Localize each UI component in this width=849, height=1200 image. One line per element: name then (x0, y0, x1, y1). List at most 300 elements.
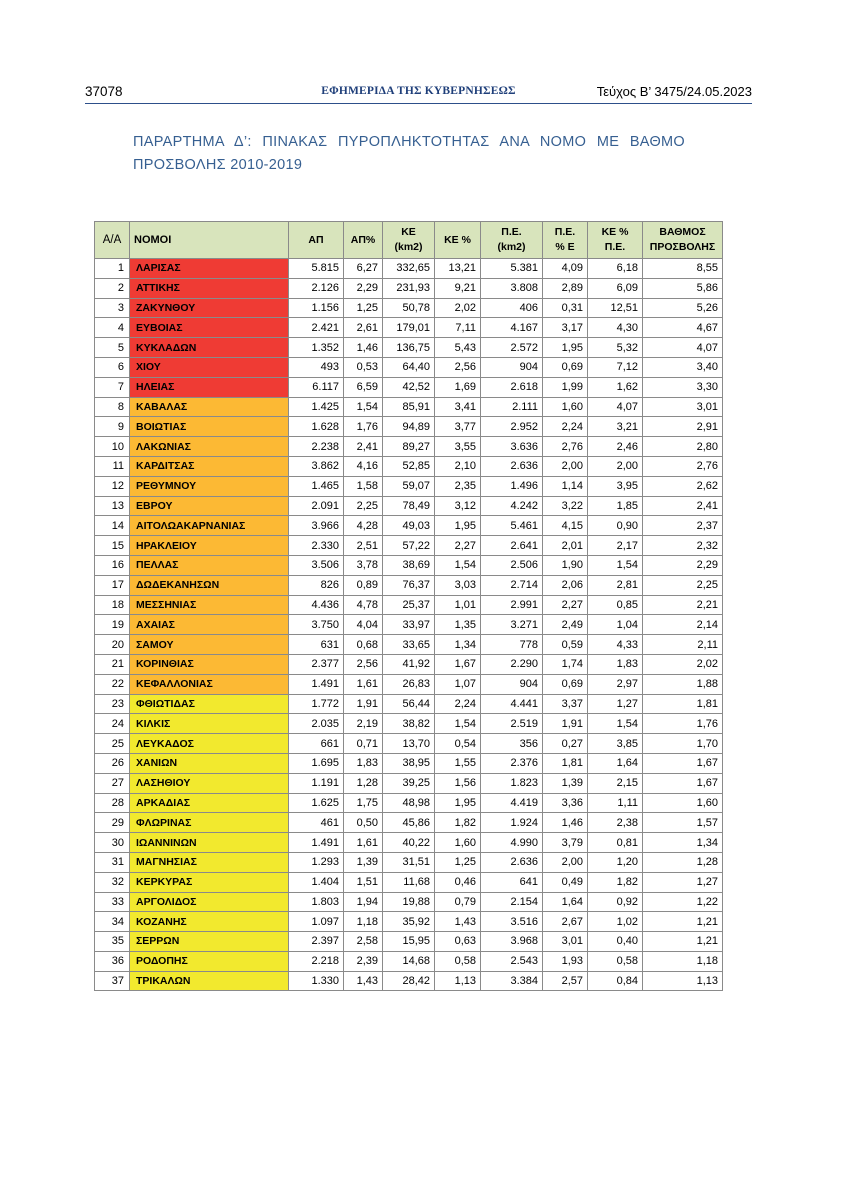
prefecture-name: ΒΟΙΩΤΙΑΣ (130, 417, 289, 437)
prefecture-name: ΛΑΡΙΣΑΣ (130, 259, 289, 279)
row-number: 22 (95, 674, 130, 694)
cell-ap-pct: 1,83 (344, 753, 383, 773)
column-header-pe-pct (543, 222, 588, 259)
cell-ke: 56,44 (383, 694, 435, 714)
column-header-ke-pe (588, 222, 643, 259)
cell-ke: 19,88 (383, 892, 435, 912)
cell-vathmos: 2,62 (643, 476, 723, 496)
cell-ke-pct: 0,63 (435, 932, 481, 952)
cell-ke: 48,98 (383, 793, 435, 813)
cell-ke: 78,49 (383, 496, 435, 516)
cell-ap: 661 (289, 734, 344, 754)
prefecture-name: ΕΥΒΟΙΑΣ (130, 318, 289, 338)
cell-ke-pct: 1,07 (435, 674, 481, 694)
cell-ap: 2.421 (289, 318, 344, 338)
cell-pe-pct: 2,24 (543, 417, 588, 437)
cell-pe-pct: 2,27 (543, 595, 588, 615)
prefecture-name: ΤΡΙΚΑΛΩΝ (130, 971, 289, 991)
cell-pe-pct: 2,00 (543, 852, 588, 872)
cell-ke-pe: 3,85 (588, 734, 643, 754)
cell-ap-pct: 1,58 (344, 476, 383, 496)
cell-ke: 42,52 (383, 377, 435, 397)
cell-pe: 904 (481, 357, 543, 377)
cell-pe-pct: 1,90 (543, 555, 588, 575)
cell-ap-pct: 2,61 (344, 318, 383, 338)
table-row (95, 259, 723, 279)
cell-ke-pe: 0,90 (588, 516, 643, 536)
cell-vathmos: 1,22 (643, 892, 723, 912)
cell-pe: 5.381 (481, 259, 543, 279)
cell-vathmos: 1,60 (643, 793, 723, 813)
table-row (95, 892, 723, 912)
cell-vathmos: 2,80 (643, 437, 723, 457)
cell-ke-pct: 1,82 (435, 813, 481, 833)
row-number: 6 (95, 357, 130, 377)
cell-ap-pct: 4,16 (344, 456, 383, 476)
cell-pe: 2.111 (481, 397, 543, 417)
cell-vathmos: 2,11 (643, 635, 723, 655)
cell-ke: 231,93 (383, 278, 435, 298)
cell-ke-pe: 1,11 (588, 793, 643, 813)
cell-vathmos: 3,30 (643, 377, 723, 397)
cell-ke-pe: 1,27 (588, 694, 643, 714)
cell-ke-pe: 1,62 (588, 377, 643, 397)
cell-ap: 1.491 (289, 833, 344, 853)
row-number: 2 (95, 278, 130, 298)
column-header-pe-pct-line2: % Ε (555, 241, 575, 253)
cell-ke-pe: 4,07 (588, 397, 643, 417)
cell-ke: 28,42 (383, 971, 435, 991)
cell-ke-pe: 5,32 (588, 338, 643, 358)
cell-ap-pct: 2,39 (344, 951, 383, 971)
prefecture-name: ΚΥΚΛΑΔΩΝ (130, 338, 289, 358)
column-header-pe (481, 222, 543, 259)
cell-vathmos: 3,40 (643, 357, 723, 377)
cell-ke-pct: 3,77 (435, 417, 481, 437)
header-rule (85, 103, 752, 104)
cell-vathmos: 1,27 (643, 872, 723, 892)
prefecture-name: ΕΒΡΟΥ (130, 496, 289, 516)
table-body (95, 259, 723, 991)
column-header-vathmos (643, 222, 723, 259)
cell-vathmos: 4,67 (643, 318, 723, 338)
table-row (95, 377, 723, 397)
cell-ap-pct: 1,75 (344, 793, 383, 813)
cell-ap-pct: 1,46 (344, 338, 383, 358)
cell-pe: 2.991 (481, 595, 543, 615)
prefecture-name: ΚΙΛΚΙΣ (130, 714, 289, 734)
annex-title: ΠΑΡΑΡΤΗΜΑ Δ’: ΠΙΝΑΚΑΣ ΠΥΡΟΠΛΗΚΤΟΤΗΤΑΣ ΑΝΑ ΝΟΜΟ ΜΕ ΒΑΘΜΟ (133, 134, 685, 150)
cell-ap-pct: 4,04 (344, 615, 383, 635)
cell-ke-pct: 1,01 (435, 595, 481, 615)
cell-ap-pct: 1,91 (344, 694, 383, 714)
cell-ke-pe: 2,38 (588, 813, 643, 833)
prefecture-name: ΑΧΑΙΑΣ (130, 615, 289, 635)
row-number: 14 (95, 516, 130, 536)
cell-ap-pct: 0,68 (344, 635, 383, 655)
table-row (95, 338, 723, 358)
cell-ke-pct: 1,95 (435, 793, 481, 813)
cell-ke-pct: 1,54 (435, 714, 481, 734)
cell-ke-pct: 1,34 (435, 635, 481, 655)
cell-pe-pct: 1,46 (543, 813, 588, 833)
cell-ke-pct: 0,54 (435, 734, 481, 754)
cell-vathmos: 5,86 (643, 278, 723, 298)
table-row (95, 654, 723, 674)
row-number: 16 (95, 555, 130, 575)
cell-ap: 3.862 (289, 456, 344, 476)
row-number: 10 (95, 437, 130, 457)
row-number: 37 (95, 971, 130, 991)
row-number: 21 (95, 654, 130, 674)
cell-ap-pct: 2,29 (344, 278, 383, 298)
cell-vathmos: 2,14 (643, 615, 723, 635)
cell-ap-pct: 2,25 (344, 496, 383, 516)
cell-ke: 11,68 (383, 872, 435, 892)
cell-ke-pct: 2,10 (435, 456, 481, 476)
cell-pe-pct: 1,39 (543, 773, 588, 793)
cell-pe: 1.496 (481, 476, 543, 496)
cell-pe: 2.641 (481, 536, 543, 556)
cell-pe: 2.543 (481, 951, 543, 971)
cell-ap-pct: 2,19 (344, 714, 383, 734)
cell-ap-pct: 4,78 (344, 595, 383, 615)
cell-ke-pe: 2,00 (588, 456, 643, 476)
table-row (95, 496, 723, 516)
cell-ke-pe: 1,54 (588, 714, 643, 734)
cell-pe: 1.924 (481, 813, 543, 833)
table-row (95, 852, 723, 872)
cell-ke-pe: 2,15 (588, 773, 643, 793)
row-number: 9 (95, 417, 130, 437)
cell-pe: 2.519 (481, 714, 543, 734)
row-number: 5 (95, 338, 130, 358)
cell-ke: 35,92 (383, 912, 435, 932)
prefecture-name: ΧΑΝΙΩΝ (130, 753, 289, 773)
cell-ke-pe: 0,40 (588, 932, 643, 952)
cell-pe-pct: 0,31 (543, 298, 588, 318)
prefecture-name: ΧΙΟΥ (130, 357, 289, 377)
cell-ke: 52,85 (383, 456, 435, 476)
cell-vathmos: 1,81 (643, 694, 723, 714)
cell-ap-pct: 2,56 (344, 654, 383, 674)
cell-ap-pct: 6,27 (344, 259, 383, 279)
row-number: 29 (95, 813, 130, 833)
table-row (95, 635, 723, 655)
cell-vathmos: 2,37 (643, 516, 723, 536)
cell-pe: 3.808 (481, 278, 543, 298)
gazette-title: ΕΦΗΜΕΡΙΔΑ ΤΗΣ ΚΥΒΕΡΝΗΣΕΩΣ (321, 85, 516, 97)
cell-vathmos: 2,21 (643, 595, 723, 615)
cell-ke-pct: 5,43 (435, 338, 481, 358)
cell-vathmos: 1,18 (643, 951, 723, 971)
column-header-ke-line2: (km2) (394, 241, 423, 253)
cell-vathmos: 1,67 (643, 773, 723, 793)
cell-pe-pct: 4,09 (543, 259, 588, 279)
cell-pe-pct: 3,01 (543, 932, 588, 952)
row-number: 36 (95, 951, 130, 971)
cell-pe: 1.823 (481, 773, 543, 793)
prefecture-name: ΑΡΓΟΛΙΔΟΣ (130, 892, 289, 912)
cell-ke-pe: 2,81 (588, 575, 643, 595)
cell-pe: 4.419 (481, 793, 543, 813)
cell-ke: 57,22 (383, 536, 435, 556)
prefecture-name: ΦΛΩΡΙΝΑΣ (130, 813, 289, 833)
cell-ke-pe: 3,95 (588, 476, 643, 496)
table-row (95, 813, 723, 833)
cell-ap: 1.803 (289, 892, 344, 912)
cell-ke: 39,25 (383, 773, 435, 793)
cell-vathmos: 2,29 (643, 555, 723, 575)
prefecture-name: ΜΑΓΝΗΣΙΑΣ (130, 852, 289, 872)
cell-ap: 4.436 (289, 595, 344, 615)
cell-ke-pct: 1,13 (435, 971, 481, 991)
cell-ke-pct: 0,58 (435, 951, 481, 971)
cell-ke-pe: 6,18 (588, 259, 643, 279)
cell-ap-pct: 2,41 (344, 437, 383, 457)
cell-pe: 4.242 (481, 496, 543, 516)
cell-ke-pe: 0,81 (588, 833, 643, 853)
cell-ke-pct: 1,67 (435, 654, 481, 674)
cell-ke: 26,83 (383, 674, 435, 694)
cell-ke: 85,91 (383, 397, 435, 417)
cell-vathmos: 2,76 (643, 456, 723, 476)
cell-ke-pe: 4,33 (588, 635, 643, 655)
cell-vathmos: 1,21 (643, 912, 723, 932)
row-number: 30 (95, 833, 130, 853)
row-number: 11 (95, 456, 130, 476)
cell-ap: 3.966 (289, 516, 344, 536)
cell-ap: 2.035 (289, 714, 344, 734)
cell-pe-pct: 1,64 (543, 892, 588, 912)
cell-pe: 3.384 (481, 971, 543, 991)
cell-ke: 15,95 (383, 932, 435, 952)
cell-pe-pct: 2,49 (543, 615, 588, 635)
cell-pe: 2.636 (481, 852, 543, 872)
cell-pe-pct: 0,69 (543, 674, 588, 694)
table-row (95, 932, 723, 952)
cell-vathmos: 2,02 (643, 654, 723, 674)
cell-ke-pct: 1,55 (435, 753, 481, 773)
cell-vathmos: 2,91 (643, 417, 723, 437)
table-row (95, 753, 723, 773)
cell-pe: 2.376 (481, 753, 543, 773)
cell-ke-pct: 1,54 (435, 555, 481, 575)
cell-ap: 461 (289, 813, 344, 833)
cell-ke-pct: 2,27 (435, 536, 481, 556)
cell-ap: 1.191 (289, 773, 344, 793)
table-row (95, 536, 723, 556)
cell-ap: 826 (289, 575, 344, 595)
cell-ap: 493 (289, 357, 344, 377)
cell-ke: 50,78 (383, 298, 435, 318)
cell-ke-pct: 13,21 (435, 259, 481, 279)
cell-ke-pe: 2,46 (588, 437, 643, 457)
row-number: 13 (95, 496, 130, 516)
cell-pe: 2.952 (481, 417, 543, 437)
cell-ap-pct: 0,89 (344, 575, 383, 595)
table-row (95, 595, 723, 615)
prefecture-name: ΡΟΔΟΠΗΣ (130, 951, 289, 971)
table-row (95, 773, 723, 793)
cell-pe-pct: 2,06 (543, 575, 588, 595)
column-header-pe-line1: Π.Ε. (501, 226, 522, 238)
cell-ke-pe: 2,17 (588, 536, 643, 556)
cell-pe-pct: 2,67 (543, 912, 588, 932)
cell-ap: 1.491 (289, 674, 344, 694)
cell-ke-pct: 1,69 (435, 377, 481, 397)
cell-ke-pe: 2,97 (588, 674, 643, 694)
cell-ke-pct: 3,41 (435, 397, 481, 417)
cell-vathmos: 1,76 (643, 714, 723, 734)
prefecture-name: ΚΕΦΑΛΛΟΝΙΑΣ (130, 674, 289, 694)
cell-vathmos: 2,41 (643, 496, 723, 516)
cell-pe-pct: 0,27 (543, 734, 588, 754)
row-number: 31 (95, 852, 130, 872)
row-number: 7 (95, 377, 130, 397)
row-number: 26 (95, 753, 130, 773)
cell-pe-pct: 3,17 (543, 318, 588, 338)
cell-ap: 3.750 (289, 615, 344, 635)
cell-ke: 59,07 (383, 476, 435, 496)
cell-ap-pct: 1,18 (344, 912, 383, 932)
cell-ap-pct: 1,61 (344, 833, 383, 853)
cell-pe-pct: 2,00 (543, 456, 588, 476)
prefecture-name: ΚΑΡΔΙΤΣΑΣ (130, 456, 289, 476)
cell-pe-pct: 3,22 (543, 496, 588, 516)
cell-ke: 38,82 (383, 714, 435, 734)
prefecture-name: ΑΤΤΙΚΗΣ (130, 278, 289, 298)
page-header (85, 84, 752, 104)
cell-pe: 641 (481, 872, 543, 892)
table-row (95, 456, 723, 476)
cell-ke-pe: 1,64 (588, 753, 643, 773)
cell-pe-pct: 4,15 (543, 516, 588, 536)
cell-ap-pct: 1,39 (344, 852, 383, 872)
table-header-row (95, 222, 723, 259)
cell-vathmos: 1,28 (643, 852, 723, 872)
prefecture-name: ΚΕΡΚΥΡΑΣ (130, 872, 289, 892)
cell-pe: 356 (481, 734, 543, 754)
row-number: 1 (95, 259, 130, 279)
cell-ap: 6.117 (289, 377, 344, 397)
cell-ap: 2.397 (289, 932, 344, 952)
prefecture-name: ΑΙΤΟΛΩΑΚΑΡΝΑΝΙΑΣ (130, 516, 289, 536)
cell-ke: 76,37 (383, 575, 435, 595)
cell-pe: 3.271 (481, 615, 543, 635)
cell-ke-pe: 12,51 (588, 298, 643, 318)
cell-ap-pct: 1,25 (344, 298, 383, 318)
table-row (95, 437, 723, 457)
cell-pe: 5.461 (481, 516, 543, 536)
cell-ke: 40,22 (383, 833, 435, 853)
prefecture-name: ΙΩΑΝΝΙΝΩΝ (130, 833, 289, 853)
cell-pe: 2.154 (481, 892, 543, 912)
prefecture-name: ΗΛΕΙΑΣ (130, 377, 289, 397)
cell-ap-pct: 1,51 (344, 872, 383, 892)
prefecture-name: ΦΘΙΩΤΙΔΑΣ (130, 694, 289, 714)
table-row (95, 318, 723, 338)
cell-pe-pct: 1,74 (543, 654, 588, 674)
cell-ke-pct: 0,79 (435, 892, 481, 912)
cell-ap-pct: 1,54 (344, 397, 383, 417)
cell-ke-pct: 1,60 (435, 833, 481, 853)
cell-ke-pe: 7,12 (588, 357, 643, 377)
cell-ke-pct: 1,25 (435, 852, 481, 872)
cell-pe: 2.714 (481, 575, 543, 595)
cell-pe-pct: 3,36 (543, 793, 588, 813)
prefecture-name: ΔΩΔΕΚΑΝΗΣΩΝ (130, 575, 289, 595)
cell-ke: 45,86 (383, 813, 435, 833)
cell-ap: 1.293 (289, 852, 344, 872)
column-header-ke-pe-line1: ΚΕ % (601, 226, 629, 238)
row-number: 27 (95, 773, 130, 793)
cell-vathmos: 1,34 (643, 833, 723, 853)
cell-vathmos: 8,55 (643, 259, 723, 279)
cell-ke-pct: 2,35 (435, 476, 481, 496)
table-row (95, 357, 723, 377)
cell-pe: 2.506 (481, 555, 543, 575)
cell-pe-pct: 2,89 (543, 278, 588, 298)
cell-ke-pct: 2,56 (435, 357, 481, 377)
prefecture-name: ΛΕΥΚΑΔΟΣ (130, 734, 289, 754)
table-row (95, 575, 723, 595)
cell-ap: 2.238 (289, 437, 344, 457)
table-row (95, 694, 723, 714)
cell-ke-pe: 0,92 (588, 892, 643, 912)
table-row (95, 912, 723, 932)
cell-ap: 1.097 (289, 912, 344, 932)
cell-ap: 5.815 (289, 259, 344, 279)
cell-pe: 2.618 (481, 377, 543, 397)
cell-pe-pct: 3,37 (543, 694, 588, 714)
cell-ke-pct: 7,11 (435, 318, 481, 338)
cell-pe: 406 (481, 298, 543, 318)
row-number: 4 (95, 318, 130, 338)
prefecture-name: ΚΑΒΑΛΑΣ (130, 397, 289, 417)
cell-pe-pct: 0,59 (543, 635, 588, 655)
cell-ap-pct: 1,61 (344, 674, 383, 694)
cell-ke-pe: 1,54 (588, 555, 643, 575)
cell-ke-pe: 4,30 (588, 318, 643, 338)
cell-ke-pe: 6,09 (588, 278, 643, 298)
cell-ap: 2.091 (289, 496, 344, 516)
cell-ap-pct: 1,76 (344, 417, 383, 437)
cell-ap-pct: 2,58 (344, 932, 383, 952)
cell-ke-pe: 0,85 (588, 595, 643, 615)
prefecture-name: ΚΟΡΙΝΘΙΑΣ (130, 654, 289, 674)
row-number: 34 (95, 912, 130, 932)
cell-vathmos: 2,25 (643, 575, 723, 595)
cell-ap: 1.330 (289, 971, 344, 991)
cell-pe: 778 (481, 635, 543, 655)
cell-ap: 1.772 (289, 694, 344, 714)
row-number: 33 (95, 892, 130, 912)
cell-pe-pct: 2,01 (543, 536, 588, 556)
cell-ke: 89,27 (383, 437, 435, 457)
row-number: 28 (95, 793, 130, 813)
cell-ke-pe: 1,85 (588, 496, 643, 516)
cell-vathmos: 1,57 (643, 813, 723, 833)
cell-vathmos: 3,01 (643, 397, 723, 417)
cell-ke-pct: 1,35 (435, 615, 481, 635)
cell-vathmos: 4,07 (643, 338, 723, 358)
row-number: 23 (95, 694, 130, 714)
column-header-ap: ΑΠ (289, 222, 344, 259)
cell-ke: 33,97 (383, 615, 435, 635)
row-number: 32 (95, 872, 130, 892)
cell-ke: 13,70 (383, 734, 435, 754)
